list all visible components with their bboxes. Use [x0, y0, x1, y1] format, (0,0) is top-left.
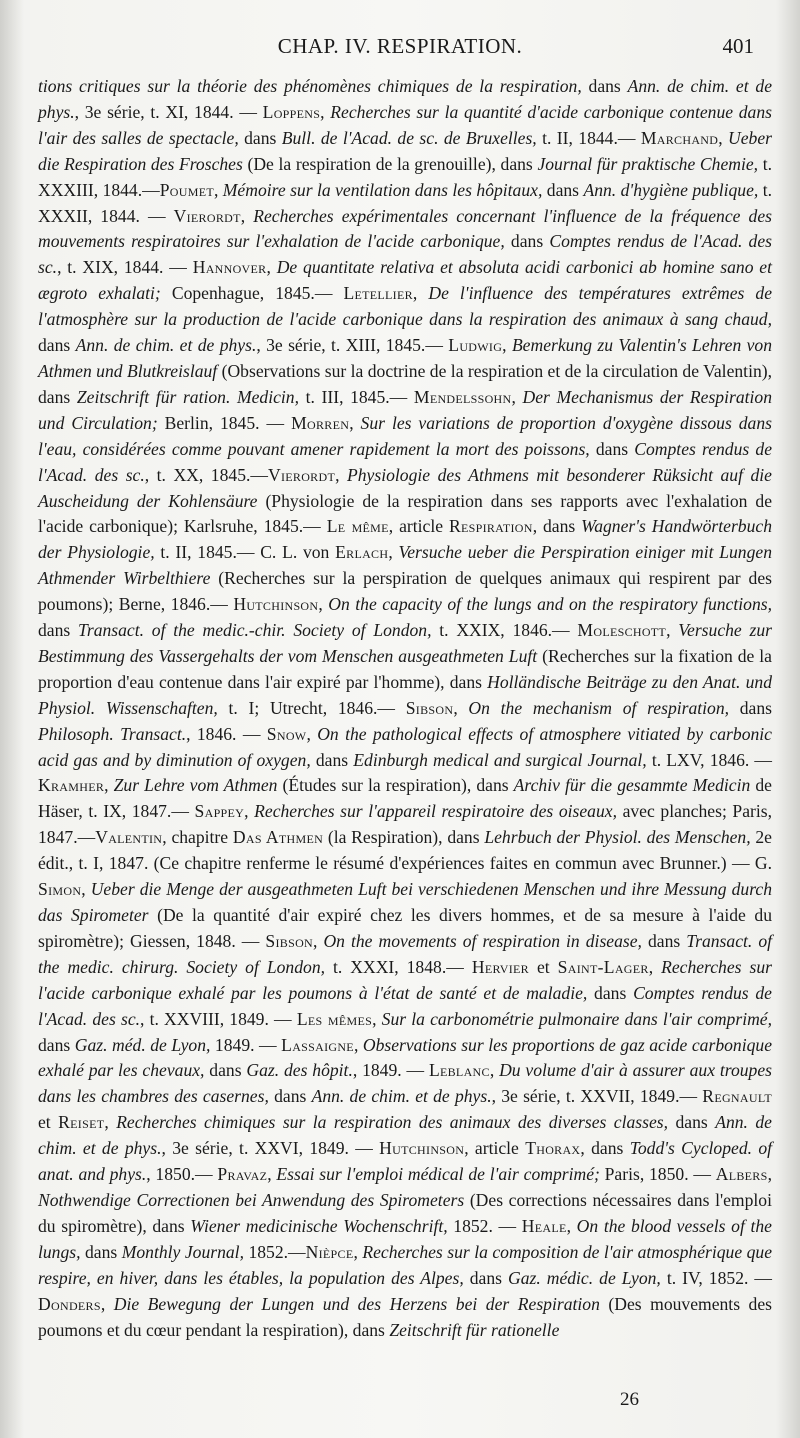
work-title: Mémoire sur la ventilation dans les hôpitaux, — [222, 179, 543, 200]
citation-text: , — [353, 1034, 363, 1055]
work-title: De l'influence des températures extrêmes de l'atmosphère sur la production de l'acide carbonique dans la respiration des animaux à sang chaud, — [38, 283, 773, 330]
citation-text: t. I; Utrecht, 1846.— — [217, 697, 406, 718]
citation-text: , — [320, 101, 331, 122]
citation-text: Berlin, 1845. — — [157, 412, 292, 433]
author-name: Simon — [38, 879, 82, 900]
citation-text: , — [318, 594, 329, 615]
citation-text: dans — [542, 179, 584, 200]
citation-text: dans — [310, 749, 354, 770]
citation-text: , — [81, 879, 91, 900]
citation-text: , — [489, 1060, 500, 1081]
bibliography-text — [38, 74, 772, 1343]
citation-text: dans — [589, 438, 635, 459]
author-name: Vierordt — [173, 205, 241, 226]
citation-text: dans — [38, 1034, 75, 1055]
work-title: Lehrbuch der Physiol. des Menschen, — [484, 827, 751, 848]
citation-text: , t. XX, 1845.— — [144, 464, 268, 485]
citation-text: (De la respiration de la grenouille), dans — [242, 153, 538, 174]
citation-text: , 3e série, t. XXVII, 1849.— — [491, 1086, 703, 1107]
work-title: Comptes rendus de l'Acad. des sc. — [38, 982, 772, 1029]
author-name: Les mêmes — [296, 1008, 373, 1029]
author-name: Das Athmen — [232, 827, 324, 848]
work-title: Zur Lehre vom Athmen — [113, 775, 278, 796]
citation-text: (Recherches sur la fixation de la proportion d'eau contenue dans l'air expiré par l'homme), dans — [38, 645, 772, 692]
work-title: Transact. of the medic.-chir. Society of London, — [78, 620, 432, 641]
author-name: Leblanc — [428, 1060, 490, 1081]
author-name: Donders — [38, 1293, 101, 1314]
work-title: Recherches sur l'appareil respiratoire des oiseaux, — [254, 801, 617, 822]
bibliography-paragraph — [38, 74, 772, 1343]
author-name: Sibson — [265, 930, 314, 951]
work-title: Nothwendige Correctionen bei Anwendung des Spirometers — [38, 1189, 465, 1210]
author-name: Reiset — [58, 1112, 105, 1133]
work-title: De quantitate relativa et absoluta acidi carbonici ab homine sano et ægroto exhalati; — [38, 257, 773, 304]
work-title: Physiologie des Athmens mit besonderer Rüksicht auf die Auscheidung der Kohlensäure — [38, 464, 772, 511]
citation-text: 2e édit., t. I, 1847. (Ce chapitre renferme le résumé d'expériences faites en commun avec Brunner.) — G. — [38, 827, 772, 874]
work-title: Versuche ueber die Perspiration einiger mit Lungen Athmender Wirbelthiere — [38, 542, 772, 589]
citation-text: t. XXXIII, 1844.— — [38, 153, 772, 200]
citation-text: dans — [581, 76, 628, 96]
author-name: Moleschott — [577, 620, 667, 641]
citation-text: , chapitre — [162, 827, 233, 848]
citation-text: t. XXXII, 1844. — — [38, 179, 773, 226]
author-name: Snow — [266, 723, 307, 744]
citation-text: avec planches; Paris, 1847.— — [38, 801, 773, 848]
author-name: Sappey — [194, 801, 245, 822]
work-title: Archiv für die gesammte Medicin — [513, 775, 751, 796]
citation-text: t. IV, 1852. — — [660, 1267, 772, 1288]
work-title: On the mechanism of respiration, — [468, 697, 730, 718]
work-title: Ann. de chim. et de phys. — [75, 335, 257, 356]
citation-text: dans — [38, 620, 79, 641]
work-title: Gaz. des hôpit. — [246, 1060, 353, 1081]
author-name: Respiration — [448, 516, 533, 537]
citation-text: , — [266, 257, 277, 278]
work-title: Ann. de chim. et de phys. — [38, 1112, 772, 1159]
citation-text: , t. XIX, 1844. — — [57, 257, 193, 278]
work-title: Recherches sur la composition de l'air atmosphérique que respire, en hiver, dans les étables, la population des Alpes, — [38, 1241, 773, 1288]
work-title: Sur les variations de proportion d'oxygène dissous dans l'eau, considérées comme pouvant amener rapidement la mort des poissons, — [38, 412, 772, 459]
work-title: Zeitschrift für ration. Medicin, — [76, 386, 299, 407]
citation-text: , — [648, 956, 662, 977]
work-title: Ueber die Menge der ausgeathmeten Luft bei verschiedenen Menschen und ihre Messung durch das Spirometer — [38, 879, 773, 925]
citation-text: , t. XXVIII, 1849. — — [140, 1008, 297, 1029]
citation-text: , — [372, 1008, 382, 1029]
running-head: CHAP. IV. RESPIRATION. — [277, 34, 523, 58]
author-name: Letellier — [343, 283, 413, 304]
work-title: On the movements of respiration in disease, — [323, 930, 642, 951]
citation-text: dans — [268, 1086, 312, 1107]
citation-text: de Häser, t. IX, 1847.— — [38, 775, 772, 822]
citation-text: dans — [38, 335, 76, 356]
citation-text: , 3e série, t. XXVI, 1849. — — [161, 1138, 380, 1159]
page-header — [0, 28, 800, 64]
author-name: Kramher — [38, 775, 105, 796]
author-name: Heale — [521, 1215, 567, 1236]
citation-text: , — [104, 775, 114, 796]
work-title: Comptes rendus de l'Acad. des sc. — [38, 438, 772, 485]
citation-text: dans — [238, 127, 282, 148]
work-title: Bemerkung zu Valentin's Lehren von Athmen und Blutkreislauf — [38, 335, 773, 381]
work-title: Recherches expérimentales concernant l'influence de la fréquence des mouvements respiratoires sur l'exhalation de l'acide carbonique, — [38, 205, 772, 252]
citation-text: , — [240, 205, 254, 226]
author-name: Hutchinson — [233, 594, 319, 615]
citation-text: dans — [729, 697, 773, 718]
work-title: Wagner's Handwörterbuch der Physiologie, — [38, 516, 772, 563]
citation-text: (Observations sur la doctrine de la respiration et de la circulation de Valentin), dans — [38, 360, 773, 407]
work-title: Edinburgh medical and surgical Journal, — [353, 749, 647, 770]
citation-text: , — [244, 801, 255, 822]
work-title: Comptes rendus de l'Acad. des sc. — [38, 231, 773, 278]
citation-text: , — [453, 697, 469, 718]
citation-text: , — [502, 335, 512, 356]
citation-text: , 1849. — — [352, 1060, 429, 1081]
citation-text: et — [38, 1112, 59, 1133]
author-name: Hutchinson — [379, 1138, 465, 1159]
citation-text: 1852.— — [243, 1241, 306, 1262]
work-title: Recherches sur l'acide carbonique exhalé par les poumons à l'état de santé et de maladie, — [38, 956, 772, 1003]
work-title: Recherches sur la quantité d'acide carbonique contenue dans l'air des salles de spectacle, — [38, 101, 773, 148]
work-title: Der Mechanismus der Respiration und Circulation; — [38, 386, 772, 433]
citation-text: t. XXIX, 1846.— — [431, 620, 578, 641]
work-title: Gaz. médic. de Lyon, — [507, 1267, 661, 1288]
citation-text: , — [313, 930, 324, 951]
citation-text: t. II, 1844.— — [536, 127, 641, 148]
author-name: Hannover — [192, 257, 267, 278]
citation-text: (la Respiration), dans — [323, 827, 485, 848]
citation-text: Paris, 1850. — — [599, 1164, 716, 1185]
citation-text: , — [104, 1112, 117, 1133]
citation-text: , — [511, 386, 523, 407]
citation-text: , — [100, 1293, 114, 1314]
author-name: Marchand — [640, 127, 719, 148]
work-title: Recherches chimiques sur la respiration des animaux des diverses classes, — [116, 1112, 669, 1133]
citation-text: dans — [587, 982, 634, 1003]
citation-text: , 1850.— — [146, 1164, 218, 1185]
author-name: Vierordt — [267, 464, 336, 485]
citation-text: (Des corrections nécessaires dans l'emploi du spiromètre), dans — [38, 1189, 772, 1236]
citation-text: , — [388, 542, 399, 563]
citation-text: dans — [80, 1241, 122, 1262]
author-name: Mendelssohn — [413, 386, 512, 407]
citation-text: , 1846. — — [186, 723, 267, 744]
citation-text: (Études sur la respiration), dans — [277, 775, 514, 796]
citation-text: (Recherches sur la perspiration de quelques animaux qui respirent par des poumons); Berne, 1846.— — [38, 568, 772, 615]
citation-text: dans — [504, 231, 550, 252]
work-title: Journal für praktische Chemie, — [537, 153, 759, 174]
citation-text: dans — [204, 1060, 247, 1081]
work-title: Transact. of the medic. chirurg. Society of London, — [38, 930, 773, 977]
work-title: Ueber die Respiration des Frosches — [38, 127, 772, 174]
author-name: Pravaz — [217, 1164, 268, 1185]
citation-text: et — [529, 956, 558, 977]
citation-text: , — [267, 1164, 277, 1185]
author-name: Sibson — [405, 697, 454, 718]
author-name: Poumet — [159, 179, 214, 200]
author-name: Morren — [291, 412, 350, 433]
work-title: Wiener medicinische Wochenschrift, — [190, 1215, 448, 1236]
work-title: Gaz. méd. de Lyon, — [74, 1034, 211, 1055]
citation-text: , dans — [532, 516, 582, 537]
citation-text: t. III, 1845.— — [299, 386, 414, 407]
citation-text: , — [306, 723, 318, 744]
citation-text: , article — [464, 1138, 526, 1159]
citation-text: , — [718, 127, 729, 148]
citation-text: Copenhague, 1845.— — [160, 283, 344, 304]
citation-text: , — [767, 1164, 772, 1185]
citation-text: , article — [388, 516, 449, 537]
citation-text: 1852. — — [447, 1215, 522, 1236]
author-name: Regnault — [702, 1086, 772, 1107]
citation-text: (De la quantité d'air expiré chez les divers hommes, et de sa mesure à l'aide du spiromètre); Giessen, 1848. — — [38, 905, 772, 951]
work-title: On the pathological effects of atmosphere vitiated by carbonic acid gas and by diminution of oxygen, — [38, 723, 772, 770]
page-number: 401 — [722, 34, 754, 58]
citation-text: , — [213, 179, 223, 200]
work-title: Holländische Beiträge zu den Anat. und Physiol. Wissenschaften, — [38, 671, 772, 718]
citation-text: , dans — [580, 1138, 630, 1159]
work-title: Bull. de l'Acad. de sc. de Bruxelles, — [281, 127, 537, 148]
work-title: Observations sur les proportions de gaz acide carbonique exhalé par les chevaux, — [38, 1034, 773, 1081]
work-title: Essai sur l'emploi médical de l'air comprimé; — [276, 1164, 600, 1185]
work-title: Philosoph. Transact. — [38, 723, 187, 744]
author-name: Thorax — [525, 1138, 581, 1159]
citation-text: (Physiologie de la respiration dans ses rapports avec l'exhalation de l'acide carbonique); Karlsruhe, 1845.— — [38, 490, 772, 537]
author-name: Albers — [715, 1164, 768, 1185]
work-title: Ann. de chim. et de phys. — [38, 76, 772, 122]
author-name: Lassaigne — [281, 1034, 354, 1055]
citation-text: , 3e série, t. XIII, 1845.— — [256, 335, 449, 356]
work-title: Du volume d'air à assurer aux troupes dans les chambres des casernes, — [38, 1060, 772, 1107]
work-title: Monthly Journal, — [121, 1241, 244, 1262]
citation-text: t. II, 1845.— C. L. von — [154, 542, 336, 563]
citation-text: dans — [641, 930, 687, 951]
work-title: Zeitschrift für rationelle — [389, 1319, 560, 1340]
signature-mark: 26 — [620, 1389, 639, 1410]
citation-text: , — [349, 412, 361, 433]
citation-text: , — [666, 620, 679, 641]
work-title: On the capacity of the lungs and on the respiratory functions, — [328, 594, 772, 615]
work-title: Versuche zur Bestimmung des Vassergehalts der vom Menschen ausgeathmeten Luft — [38, 620, 773, 666]
author-name: Ludwig — [448, 335, 503, 356]
work-title: tions critiques sur la théorie des phénomènes chimiques de la respiration, — [38, 76, 582, 96]
author-name: Loppens — [262, 101, 321, 122]
work-title: Die Bewegung der Lungen und des Herzens bei der Respiration — [113, 1293, 600, 1314]
citation-text: , 3e série, t. XI, 1844. — — [74, 101, 263, 122]
citation-text: , — [566, 1215, 577, 1236]
work-title: Sur la carbonométrie pulmonaire dans l'air comprimé, — [381, 1008, 773, 1029]
citation-text: t. XXXI, 1848.— — [325, 956, 472, 977]
work-title: Todd's Cycloped. of anat. and phys. — [38, 1138, 773, 1185]
citation-text: dans — [668, 1112, 716, 1133]
citation-text: , — [353, 1241, 363, 1262]
author-name: Hervier — [471, 956, 529, 977]
author-name: Erlach — [335, 542, 389, 563]
author-name: Nièpce — [305, 1241, 354, 1262]
author-name: Valentin — [95, 827, 163, 848]
citation-text: t. LXV, 1846. — — [646, 749, 773, 770]
author-name: Le même — [326, 516, 389, 537]
author-name: Saint-Lager — [557, 956, 649, 977]
work-title: Ann. de chim. et de phys. — [311, 1086, 492, 1107]
work-title: Ann. d'hygiène publique, — [583, 179, 759, 200]
work-title: On the blood vessels of the lungs, — [38, 1215, 772, 1262]
citation-text: 1849. — — [210, 1034, 282, 1055]
citation-text: dans — [463, 1267, 508, 1288]
citation-text: (Des mouvements des poumons et du cœur pendant la respiration), dans — [38, 1293, 773, 1340]
citation-text: , — [412, 283, 429, 304]
citation-text: , — [335, 464, 348, 485]
